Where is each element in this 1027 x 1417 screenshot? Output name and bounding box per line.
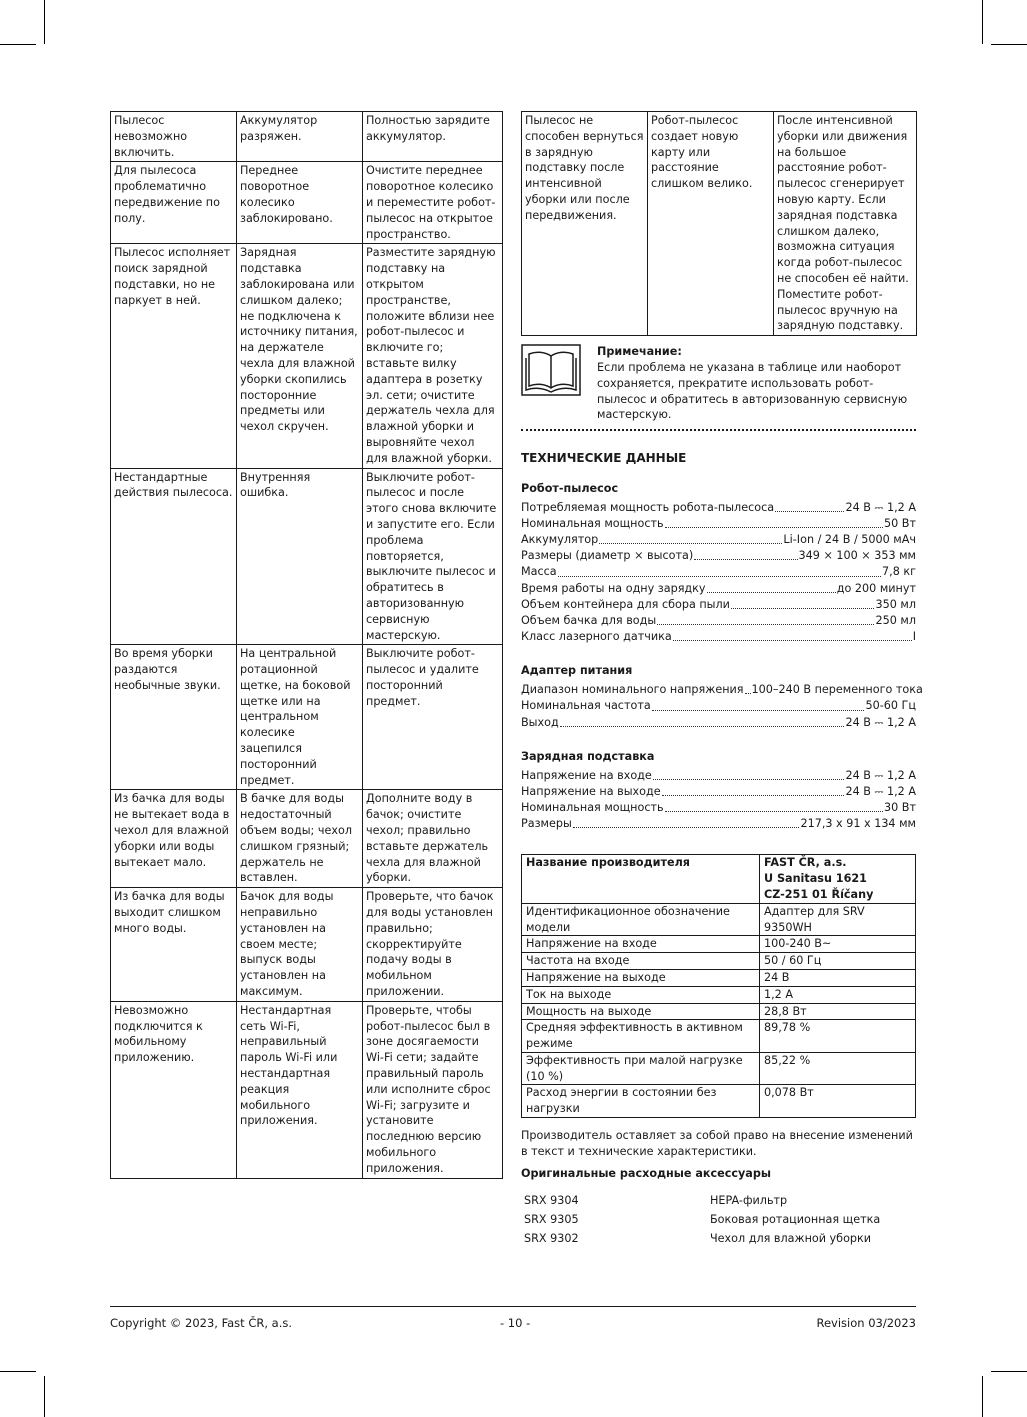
accessory-row (521, 1191, 916, 1210)
table-row (111, 112, 503, 162)
value-cell: 89,78 % (760, 1020, 916, 1053)
parameter-cell: Эффективность при малой нагрузке (10 %) (522, 1052, 760, 1085)
problem-cell: Для пылесоса проблематично передвижение по полу. (111, 162, 237, 244)
spec-label: Класс лазерного датчика (521, 630, 672, 644)
troubleshooting-table-continued (521, 111, 917, 336)
spec-value: 217,3 x 91 x 134 мм (800, 817, 916, 831)
spec-row (521, 768, 916, 784)
dock-title: Зарядная подставка (521, 749, 655, 763)
spec-label: Размеры (521, 817, 572, 831)
table-row (522, 969, 916, 986)
spec-row (521, 500, 916, 516)
accessory-row (521, 1229, 916, 1248)
parameter-cell: Средняя эффективность в активном режиме (522, 1020, 760, 1053)
cause-cell: На центральной ротационной щетке, на боковой щетке или на центральном колесике зацепился посторонний предмет. (237, 645, 363, 790)
cause-cell: Бачок для воды неправильно установлен на своем месте; выпуск воды установлен на максимум. (237, 888, 363, 1002)
accessory-code: SRX 9304 (524, 1194, 579, 1208)
footer-revision: Revision 03/2023 (816, 1316, 916, 1330)
problem-cell: Из бачка для воды выходит слишком много воды. (111, 888, 237, 1002)
adapter-title: Адаптер питания (521, 664, 633, 678)
cause-cell: Зарядная подставка заблокирована или слишком далеко; не подключена к источнику питания, на держателе чехла для влажной уборки скопились посторонние предметы или чехол скручен. (237, 244, 363, 468)
solution-cell: Проверьте, чтобы робот-пылесос был в зоне досягаемости Wi-Fi сети; задайте правильный пароль или исполните сброс Wi-Fi; загрузите и установите последнюю версию мобильного приложения. (363, 1001, 503, 1178)
crop-mark (991, 1371, 1027, 1372)
spec-row (521, 548, 916, 564)
parameter-cell: Мощность на выходе (522, 1003, 760, 1020)
table-row (522, 936, 916, 953)
spec-label: Номинальная мощность (521, 800, 664, 814)
problem-cell: Пылесос невозможно включить. (111, 112, 237, 162)
solution-cell: Полностью зарядите аккумулятор. (363, 112, 503, 162)
value-cell: Адаптер для SRV 9350WH (760, 903, 916, 936)
table-row (522, 1052, 916, 1085)
spec-row (521, 613, 916, 629)
spec-value: 24 В ⎓ 1,2 А (845, 500, 916, 514)
dot-leader (745, 682, 751, 694)
solution-cell: Очистите переднее поворотное колесико и переместите робот-пылесос на открытое пространство. (363, 162, 503, 244)
spec-value: 50 Вт (884, 516, 916, 530)
spec-label: Номинальная мощность (521, 516, 664, 530)
cause-cell: Нестандартная сеть Wi-Fi, неправильный пароль Wi-Fi или нестандартная реакция мобильного приложения. (237, 1001, 363, 1178)
spec-value: I (912, 630, 916, 644)
crop-mark (44, 0, 45, 44)
accessory-name: HEPA-фильтр (710, 1194, 788, 1208)
value-cell: 0,078 Вт (760, 1085, 916, 1118)
accessory-code: SRX 9305 (524, 1213, 579, 1227)
spec-label: Напряжение на входе (521, 768, 652, 782)
spec-value: 24 В ⎓ 1,2 А (845, 784, 916, 798)
table-row (111, 162, 503, 244)
spec-label: Объем контейнера для сбора пыли (521, 597, 730, 611)
solution-cell: Выключите робот-пылесос и удалите посторонний предмет. (363, 645, 503, 790)
robot-spec-list (521, 500, 916, 646)
dot-leader (662, 784, 845, 796)
spec-value: до 200 минут (836, 581, 916, 595)
spec-value: Li-Ion / 24 В / 5000 мАч (783, 533, 916, 547)
table-row (522, 986, 916, 1003)
value-cell: 1,2 А (760, 986, 916, 1003)
spec-row (521, 532, 916, 548)
cause-cell: Аккумулятор разряжен. (237, 112, 363, 162)
footer-copyright: Copyright © 2023, Fast ČR, a.s. (110, 1316, 293, 1330)
dot-leader (731, 597, 875, 609)
spec-row (521, 581, 916, 597)
robot-title: Робот-пылесос (521, 481, 619, 495)
spec-row (521, 516, 916, 532)
dock-spec-list (521, 768, 916, 833)
dot-leader (653, 768, 845, 780)
value-cell: 28,8 Вт (760, 1003, 916, 1020)
spec-value: 24 В ⎓ 1,2 А (845, 715, 916, 729)
dot-leader (665, 516, 883, 528)
spec-value: 50-60 Гц (865, 699, 916, 713)
parameter-cell: Ток на выходе (522, 986, 760, 1003)
manufacturer-address: FAST ČR, a.s. U Sanitasu 1621 CZ-251 01 Říčany (760, 855, 916, 903)
parameter-cell: Напряжение на входе (522, 936, 760, 953)
table-row (522, 903, 916, 936)
problem-cell: Нестандартные действия пылесоса. (111, 468, 237, 645)
note-text: Если проблема не указана в таблице или наоборот сохраняется, прекратите использовать робот-пылесос и обратитесь в авторизованную сервисную мастерскую. (597, 360, 908, 422)
accessory-name: Чехол для влажной уборки (710, 1232, 872, 1246)
troubleshooting-table (110, 111, 503, 1179)
spec-value: 350 мл (875, 597, 916, 611)
spec-row (521, 800, 916, 816)
value-cell: 100-240 В~ (760, 936, 916, 953)
spec-row (521, 698, 916, 714)
crop-mark (982, 0, 983, 44)
spec-label: Потребляемая мощность робота-пылесоса (521, 500, 775, 514)
spec-label: Масса (521, 565, 557, 579)
adapter-spec-list (521, 682, 923, 731)
dot-leader (694, 548, 797, 560)
spec-label: Аккумулятор (521, 533, 599, 547)
solution-cell: Разместите зарядную подставку на открытом пространстве, положите вблизи нее робот-пылесос и включите го; вставьте вилку адаптера в розетку эл. сети; очистите держатель чехла для влажной уборки и выровняйте чехол для влажной уборки. (363, 244, 503, 468)
problem-cell: Из бачка для воды не вытекает вода в чехол для влажной уборки или воды вытекает мало. (111, 790, 237, 888)
problem-cell: Пылесос не способен вернуться в зарядную подставку после интенсивной уборки или после передвижения. (522, 112, 648, 336)
note-block (521, 344, 916, 423)
problem-cell: Пылесос исполняет поиск зарядной подставки, но не паркует в ней. (111, 244, 237, 468)
solution-cell: После интенсивной уборки или движения на большое расстояние робот-пылесос сгенерирует новую карту. Если зарядная подставка слишком далеко, возможна ситуация когда робот-пылесос не способен её найти. Поместите робот-пылесос вручную на зарядную подставку. (774, 112, 917, 336)
spec-label: Диапазон номинального напряжения (521, 683, 744, 697)
table-row (111, 888, 503, 1002)
problem-cell: Невозможно подключится к мобильному приложению. (111, 1001, 237, 1178)
crop-mark (991, 44, 1027, 45)
dot-leader (599, 532, 782, 544)
manufacturer-header-row (522, 855, 916, 903)
spec-value: 250 мл (875, 614, 916, 628)
dot-leader (775, 500, 844, 512)
disclaimer: Производитель оставляет за собой право на внесение изменений в текст и технические характеристики. (521, 1129, 913, 1158)
crop-mark (0, 1371, 36, 1372)
right-column (521, 111, 923, 1248)
spec-row (521, 784, 916, 800)
table-row (522, 1085, 916, 1118)
parameter-cell: Напряжение на выходе (522, 969, 760, 986)
cause-cell: Робот-пылесос создает новую карту или расстояние слишком велико. (648, 112, 774, 336)
parameter-cell: Частота на входе (522, 953, 760, 970)
spec-value: 7,8 кг (882, 565, 916, 579)
spec-row (521, 629, 916, 645)
accessories-table (521, 1191, 916, 1248)
crop-mark (0, 44, 36, 45)
note-title: Примечание: (597, 345, 682, 359)
cause-cell: В бачке для воды недостаточный объем воды; чехол слишком грязный; держатель не вставлен. (237, 790, 363, 888)
table-row (111, 468, 503, 645)
spec-row (521, 682, 923, 698)
solution-cell: Дополните воду в бачок; очистите чехол; правильно вставьте держатель чехла для влажной уборки. (363, 790, 503, 888)
value-cell: 24 В (760, 969, 916, 986)
dot-leader (560, 715, 845, 727)
manufacturer-label: Название производителя (522, 855, 760, 903)
spec-label: Напряжение на выходе (521, 784, 661, 798)
table-row (522, 1003, 916, 1020)
crop-mark (44, 1376, 45, 1417)
dotted-divider (521, 427, 916, 431)
page-footer (110, 1306, 916, 1330)
spec-row (521, 564, 916, 580)
cause-cell: Переднее поворотное колесико заблокировано. (237, 162, 363, 244)
solution-cell: Выключите робот-пылесос и после этого снова включите и запустите его. Если проблема повторяется, выключите пылесос и обратитесь в авторизованную сервисную мастерскую. (363, 468, 503, 645)
manufacturer-table (521, 854, 916, 1118)
crop-mark (982, 1376, 983, 1417)
tech-heading: ТЕХНИЧЕСКИЕ ДАННЫЕ (521, 451, 687, 466)
parameter-cell: Расход энергии в состоянии без нагрузки (522, 1085, 760, 1118)
spec-label: Время работы на одну зарядку (521, 581, 706, 595)
table-row (522, 953, 916, 970)
spec-label: Объем бачка для воды (521, 614, 657, 628)
spec-row (521, 816, 916, 832)
table-row (522, 1020, 916, 1053)
page-number: - 10 - (500, 1316, 531, 1330)
left-column (110, 111, 502, 1179)
accessories-title: Оригинальные расходные аксессуары (521, 1166, 771, 1180)
value-cell: 85,22 % (760, 1052, 916, 1085)
spec-label: Выход (521, 715, 559, 729)
dot-leader (657, 613, 874, 625)
accessory-name: Боковая ротационная щетка (710, 1213, 881, 1227)
spec-row (521, 715, 916, 731)
dot-leader (558, 564, 881, 576)
dot-leader (573, 816, 800, 828)
table-row (111, 645, 503, 790)
dot-leader (673, 629, 912, 641)
value-cell: 50 / 60 Гц (760, 953, 916, 970)
dot-leader (652, 698, 865, 710)
table-row (111, 790, 503, 888)
solution-cell: Проверьте, что бачок для воды установлен правильно; скорректируйте подачу воды в мобильном приложении. (363, 888, 503, 1002)
spec-row (521, 597, 916, 613)
table-row (111, 1001, 503, 1178)
dot-leader (707, 581, 836, 593)
accessory-row (521, 1210, 916, 1229)
spec-value: 24 В ⎓ 1,2 А (845, 768, 916, 782)
spec-value: 100–240 В переменного тока (751, 683, 923, 697)
spec-label: Номинальная частота (521, 699, 651, 713)
spec-label: Размеры (диаметр × высота) (521, 549, 694, 563)
cause-cell: Внутренняя ошибка. (237, 468, 363, 645)
accessory-code: SRX 9302 (524, 1232, 579, 1246)
spec-value: 349 × 100 × 353 мм (798, 549, 916, 563)
book-icon (521, 344, 581, 396)
spec-value: 30 Вт (884, 800, 916, 814)
parameter-cell: Идентификационное обозначение модели (522, 903, 760, 936)
table-row (111, 244, 503, 468)
table-row (522, 112, 917, 336)
dot-leader (665, 800, 883, 812)
problem-cell: Во время уборки раздаются необычные звуки. (111, 645, 237, 790)
